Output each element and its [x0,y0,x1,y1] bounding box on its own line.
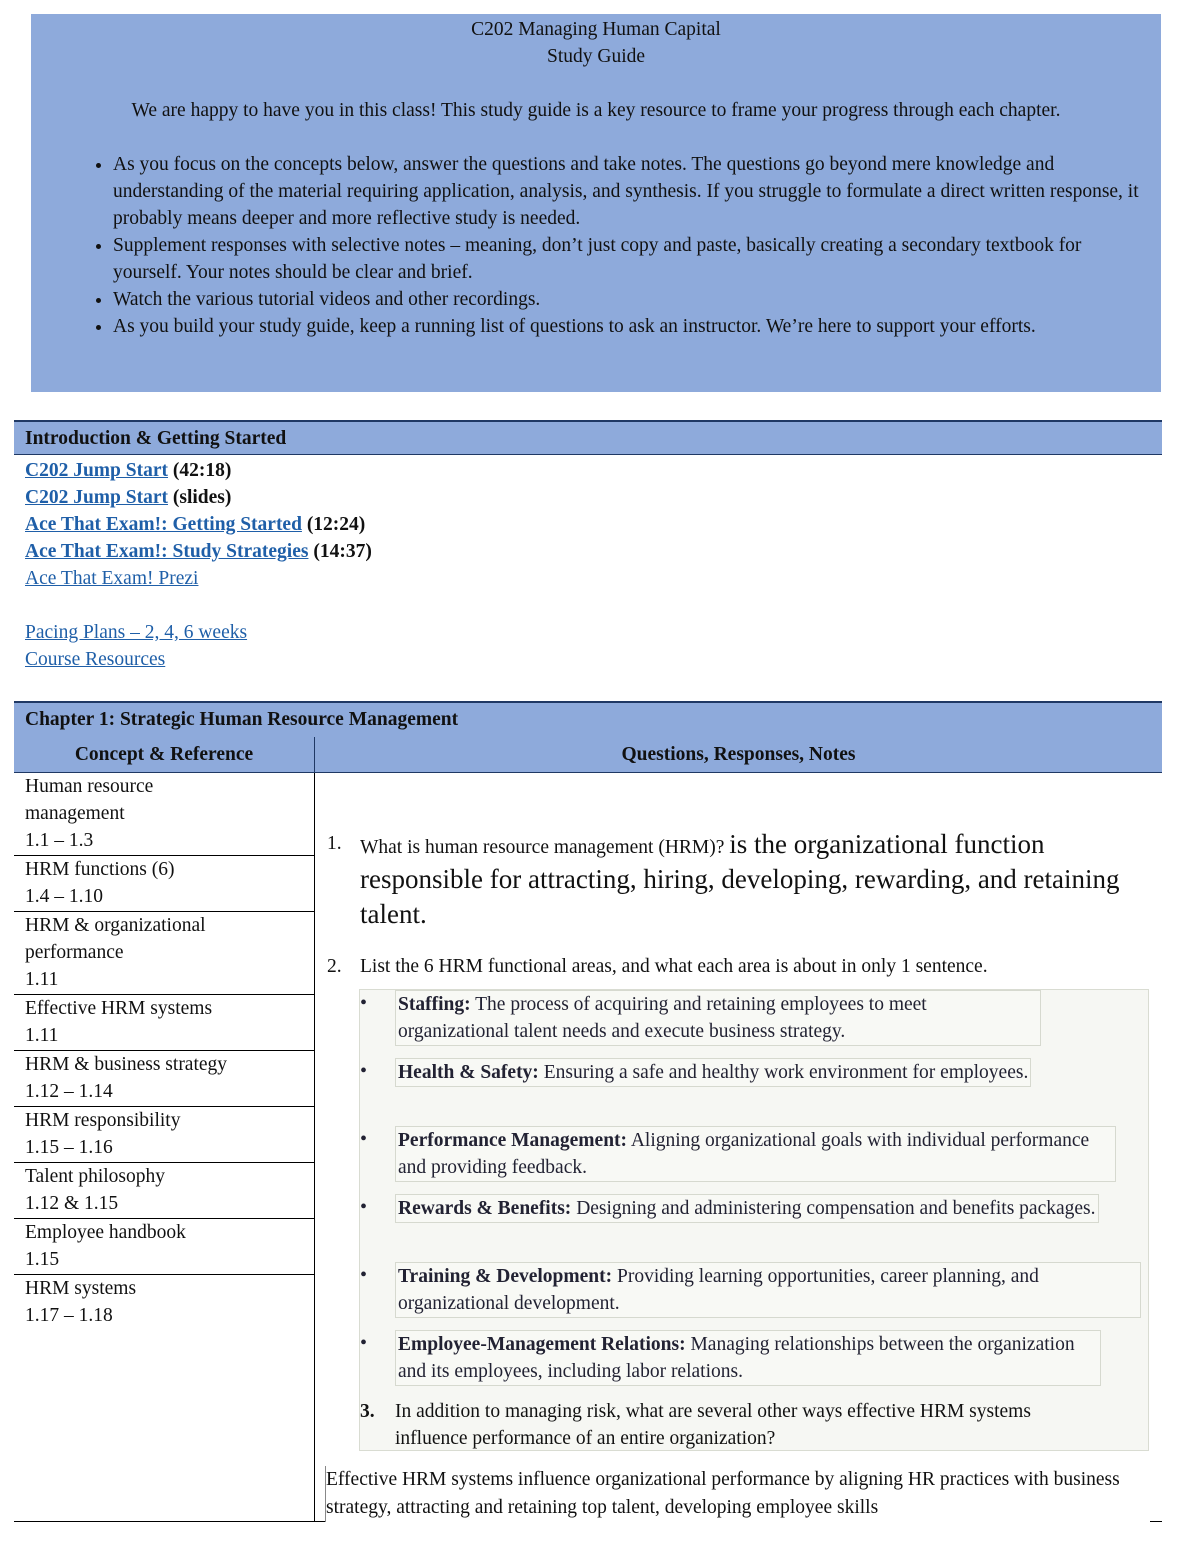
bullet-icon: • [360,1128,368,1150]
question-text: List the 6 HRM functional areas, and what each area is about in only 1 sentence. [360,956,988,977]
table-bottom-border [14,1521,325,1522]
hrm-area-item [360,1058,1150,1087]
resource-line [25,511,372,538]
concept-reference: 1.15 – 1.16 [25,1137,113,1158]
concept-reference: 1.1 – 1.3 [25,830,94,851]
question-text: What is human resource management (HRM)? [360,837,725,858]
concept-cell [14,1051,314,1107]
concept-reference: 1.12 & 1.15 [25,1193,119,1214]
link-suffix: (slides) [168,487,232,508]
resource-line [25,619,372,646]
concept-reference: 1.17 – 1.18 [25,1305,113,1326]
concept-name: HRM responsibility [25,1110,181,1131]
area-term: Staffing: [398,994,471,1015]
hrm-area-item [360,1330,1150,1386]
link-duration: (14:37) [308,541,372,562]
concept-cell [14,1219,314,1275]
area-description: Aligning organizational goals with individual performance and providing feedback. [398,1130,1090,1178]
concept-reference: 1.12 – 1.14 [25,1081,113,1102]
area-description: Ensuring a safe and healthy work environment for employees. [543,1062,1029,1083]
hrm-area-item [360,990,1150,1046]
link-duration: (42:18) [168,460,232,481]
resource-line [25,646,372,673]
area-term: Training & Development: [398,1266,613,1287]
hrm-area-item [360,1194,1150,1223]
concept-name: Human resource management [25,776,154,824]
hrm-area-item [360,1262,1150,1318]
concept-reference: 1.11 [25,1025,59,1046]
area-description: The process of acquiring and retaining employees to meet organizational talent needs and execute business strategy. [398,994,927,1042]
course-title: C202 Managing Human Capital [471,19,721,40]
jump-start-slides-link[interactable]: C202 Jump Start [25,487,169,508]
table-bottom-border [1150,1521,1162,1522]
intro-section-header: Introduction & Getting Started [14,420,1162,455]
bullet-icon: • [360,1196,368,1218]
question-text: In addition to managing risk, what are several other ways effective HRM systems influence performance of an entire organization? [395,1401,1031,1449]
concept-cell [14,1107,314,1163]
link-duration: (12:24) [301,514,366,535]
question-3 [360,1398,1150,1452]
questions-column-header: Questions, Responses, Notes [315,737,1162,773]
bullet-icon: • [360,1332,368,1354]
resource-line [25,484,372,511]
concept-cell [14,1163,314,1219]
instructions-list [31,151,1141,340]
concept-cell [14,773,314,856]
area-term: Performance Management: [398,1130,628,1151]
concept-reference: 1.4 – 1.10 [25,886,103,907]
concept-name: HRM systems [25,1278,137,1299]
area-description: Providing learning opportunities, career planning, and organizational development. [398,1266,1039,1314]
intro-text: We are happy to have you in this class! This study guide is a key resource to frame your progress through each chapter. [131,100,1061,121]
area-term: Rewards & Benefits: [398,1198,572,1219]
intro-links [25,457,372,673]
bullet-icon: • [360,1264,368,1286]
question-1-answer: is the organizational function responsible for attracting, hiring, developing, rewarding, and retaining talent. [360,829,1120,929]
study-guide-header [31,14,1161,392]
concept-name: HRM functions (6) [25,859,175,880]
area-term: Health & Safety: [398,1062,539,1083]
bullet-icon: • [360,992,368,1014]
instruction-item: • Supplement responses with selective notes – meaning, don’t just copy and paste, basically creating a secondary textbook for yourself. Your notes should be clear and brief. [113,232,1141,286]
questions-column [315,773,1162,1521]
resource-line [25,565,372,592]
area-description: Designing and administering compensation and benefits packages. [576,1198,1096,1219]
hrm-area-item [360,1126,1150,1182]
concept-cell [14,912,314,995]
area-term: Employee-Management Relations: [398,1334,686,1355]
question-number: 2. [327,956,342,977]
jump-start-video-link[interactable]: C202 Jump Start [25,460,169,481]
guide-title: Study Guide [546,46,646,67]
chapter-1-header: Chapter 1: Strategic Human Resource Management [14,701,1162,738]
resource-line [25,538,372,565]
concept-column [14,773,315,1521]
instruction-item: • As you focus on the concepts below, answer the questions and take notes. The questions go beyond mere knowledge and understanding of the material requiring application, analysis, and synthesis. If you struggle to formulate a direct written response, it probably means deeper and more reflective study is needed. [113,151,1141,232]
question-3-answer: Effective HRM systems influence organizational performance by aligning HR practices with business strategy, attracting and retaining top talent, developing employee skills [325,1466,1156,1522]
concept-name: Talent philosophy [25,1166,165,1187]
concept-column-header: Concept & Reference [14,737,315,773]
header-title [31,16,1161,70]
ace-exam-getting-started-link[interactable]: Ace That Exam!: Getting Started [25,514,302,535]
concept-reference: 1.15 [25,1249,60,1270]
question-2 [327,953,1147,980]
area-description: Managing relationships between the organization and its employees, including labor relations. [398,1334,1075,1382]
concept-reference: 1.11 [25,969,59,990]
concept-name: Employee handbook [25,1222,186,1243]
question-number: 3. [360,1401,375,1422]
bullet-icon: • [360,1060,368,1082]
question-number: 1. [327,833,342,854]
question-1 [327,827,1157,932]
concept-name: HRM & business strategy [25,1054,228,1075]
resource-line [25,457,372,484]
instruction-item: • As you build your study guide, keep a running list of questions to ask an instructor. We’re here to support your efforts. [113,313,1141,340]
concept-cell [14,856,314,912]
instruction-item: • Watch the various tutorial videos and other recordings. [113,286,1141,313]
course-resources-link[interactable]: Course Resources [25,649,166,670]
ace-exam-prezi-link[interactable]: Ace That Exam! Prezi [25,568,199,589]
concept-name: Effective HRM systems [25,998,213,1019]
pacing-plans-link[interactable]: Pacing Plans – 2, 4, 6 weeks [25,622,248,643]
hrm-areas-answer-box [359,989,1149,1451]
ace-exam-study-strategies-link[interactable]: Ace That Exam!: Study Strategies [25,541,309,562]
concept-cell [14,1275,314,1329]
concept-cell [14,995,314,1051]
concept-name: HRM & organizational performance [25,915,206,963]
